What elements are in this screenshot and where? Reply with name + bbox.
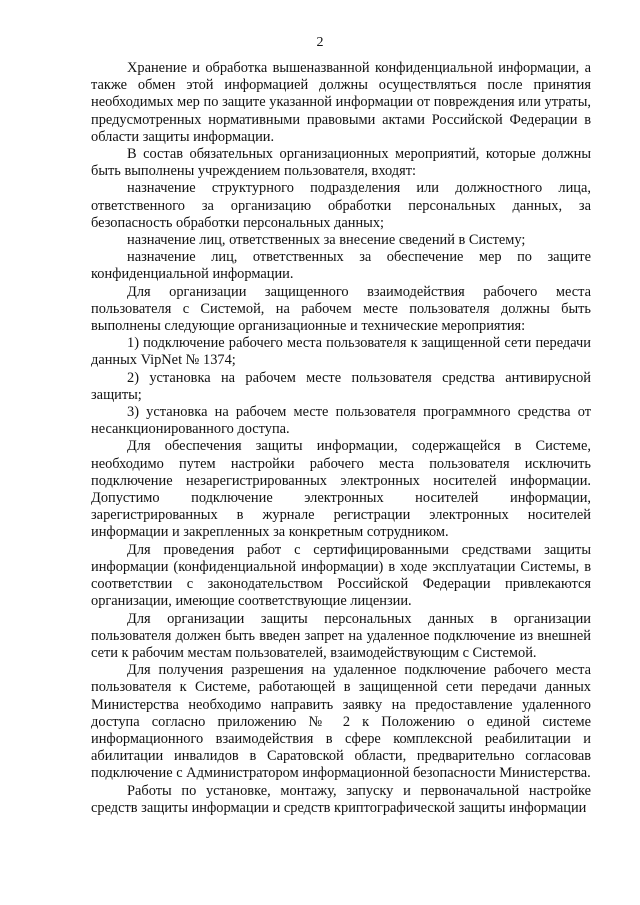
list-item: 1) подключение рабочего места пользователя к защищенной сети передачи данных VipNet № 1374; (91, 335, 591, 369)
paragraph: Хранение и обработка вышеназванной конфиденциальной информации, а также обмен этой информацией должны осуществляться после принятия необходимых мер по защите указанной информации от повреждения или утраты, предусмотренных нормативными правовыми актами Российской Федерации в области защиты информации. (91, 60, 591, 145)
paragraph: Для обеспечения защиты информации, содержащейся в Системе, необходимо путем настройки рабочего места пользователя исключить подключение незарегистрированных электронных носителей информации. Допустимо подключение электронных носителей информации, зарегистрированных в журнале регистрации электронных носителей информации и закрепленных за конкретным сотрудником. (91, 438, 591, 541)
list-item: 2) установка на рабочем месте пользователя средства антивирусной защиты; (91, 369, 591, 403)
list-item: 3) установка на рабочем месте пользователя программного средства от несанкционированного доступа. (91, 404, 591, 438)
paragraph: Для получения разрешения на удаленное подключение рабочего места пользователя к Системе, работающей в защищенной сети передачи данных Министерства необходимо направить заявку на предоставление удаленного доступа согласно приложению № 2 к Положению о единой системе информационного взаимодействия в сфере комплексной реабилитации и абилитации инвалидов в Саратовской области, предварительно согласовав подключение с Администратором информационной безопасности Министерства. (91, 662, 591, 782)
document-body (91, 60, 591, 817)
page-number: 2 (316, 35, 324, 50)
list-item: назначение структурного подразделения или должностного лица, ответственного за организацию обработки персональных данных, за безопасность обработки персональных данных; (91, 180, 591, 231)
list-item: назначение лиц, ответственных за обеспечение мер по защите конфиденциальной информации. (91, 249, 591, 283)
paragraph: В состав обязательных организационных мероприятий, которые должны быть выполнены учреждением пользователя, входят: (91, 146, 591, 180)
paragraph: Для проведения работ с сертифицированными средствами защиты информации (конфиденциальной информации) в ходе эксплуатации Системы, в соответствии с законодательством Российской Федерации привлекаются организации, имеющие соответствующие лицензии. (91, 541, 591, 610)
paragraph: Работы по установке, монтажу, запуску и первоначальной настройке средств защиты информации и средств криптографической защиты информации (91, 782, 591, 816)
list-item: назначение лиц, ответственных за внесение сведений в Систему; (127, 232, 526, 249)
paragraph: Для организации защищенного взаимодействия рабочего места пользователя с Системой, на рабочем месте пользователя должны быть выполнены следующие организационные и технические мероприятия: (91, 283, 591, 335)
paragraph: Для организации защиты персональных данных в организации пользователя должен быть введен запрет на удаленное подключение из внешней сети к рабочим местам пользователей, взаимодействующим с Системой. (91, 610, 591, 661)
